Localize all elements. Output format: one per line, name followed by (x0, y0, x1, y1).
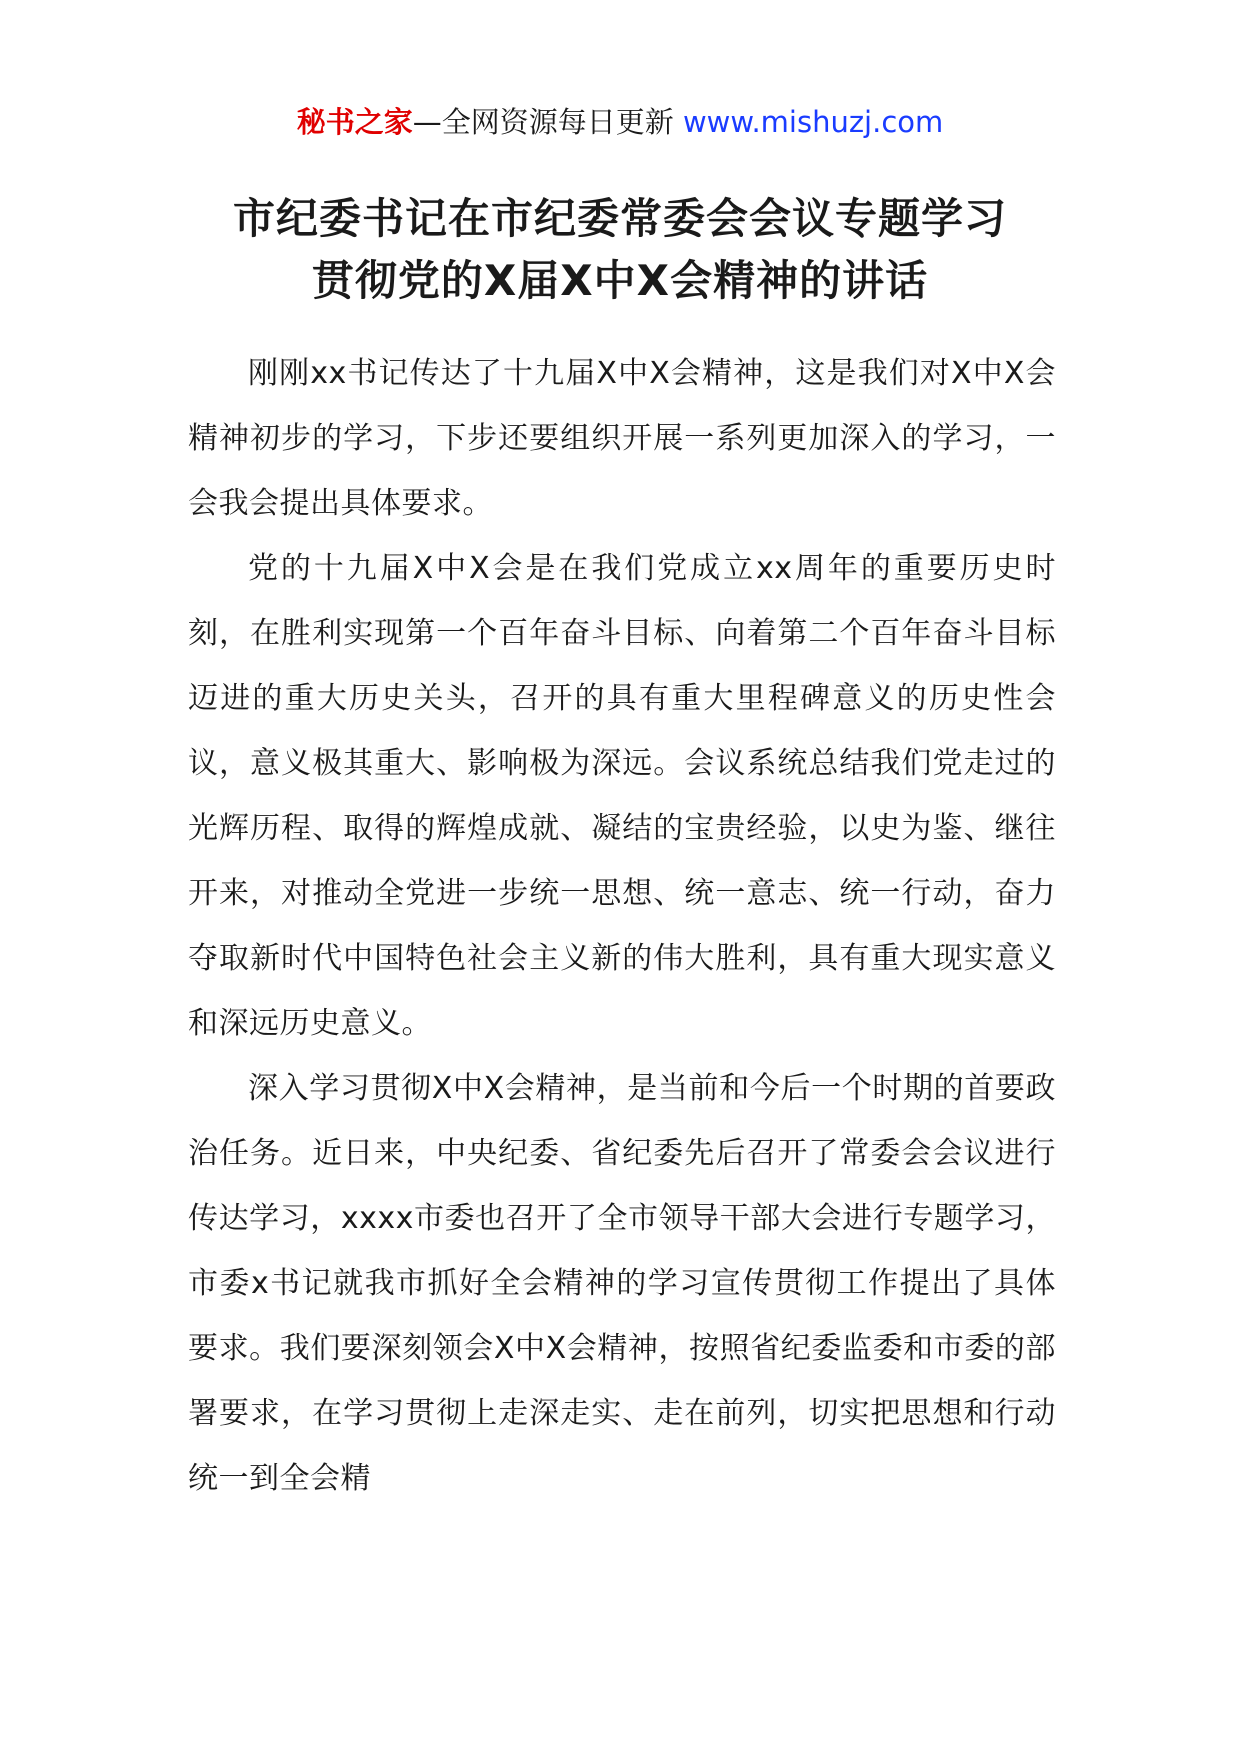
title-line-1: 市纪委书记在市纪委常委会会议专题学习 (232, 194, 1007, 243)
document-title (150, 188, 1090, 312)
body-paragraph: 党的十九届X中X会是在我们党成立xx周年的重要历史时刻，在胜利实现第一个百年奋斗目标、向着第二个百年奋斗目标迈进的重大历史关头，召开的具有重大里程碑意义的历史性会议，意义极其重大、影响极为深远。会议系统总结我们党走过的光辉历程、取得的辉煌成就、凝结的宝贵经验，以史为鉴、继往开来，对推动全党进一步统一思想、统一意志、统一行动，奋力夺取新时代中国特色社会主义新的伟大胜利，具有重大现实意义和深远历史意义。 (188, 551, 1056, 1041)
body-paragraph: 深入学习贯彻X中X会精神，是当前和今后一个时期的首要政治任务。近日来，中央纪委、省纪委先后召开了常委会会议进行传达学习，xxxx市委也召开了全市领导干部大会进行专题学习，市委x书记就我市抓好全会精神的学习宣传贯彻工作提出了具体要求。我们要深刻领会X中X会精神，按照省纪委监委和市委的部署要求，在学习贯彻上走深走实、走在前列，切实把思想和行动统一到全会精 (188, 1071, 1056, 1496)
body-paragraph: 刚刚xx书记传达了十九届X中X会精神，这是我们对X中X会精神初步的学习，下步还要组织开展一系列更加深入的学习，一会我会提出具体要求。 (188, 356, 1056, 521)
header-banner (0, 102, 1240, 142)
title-line-2: 贯彻党的X届X中X会精神的讲话 (311, 256, 929, 305)
document-body (188, 341, 1056, 1511)
header-slogan: —全网资源每日更新 (412, 105, 674, 139)
website-link[interactable]: www.mishuzj.com (682, 105, 944, 139)
brand-name: 秘书之家 (296, 105, 413, 139)
